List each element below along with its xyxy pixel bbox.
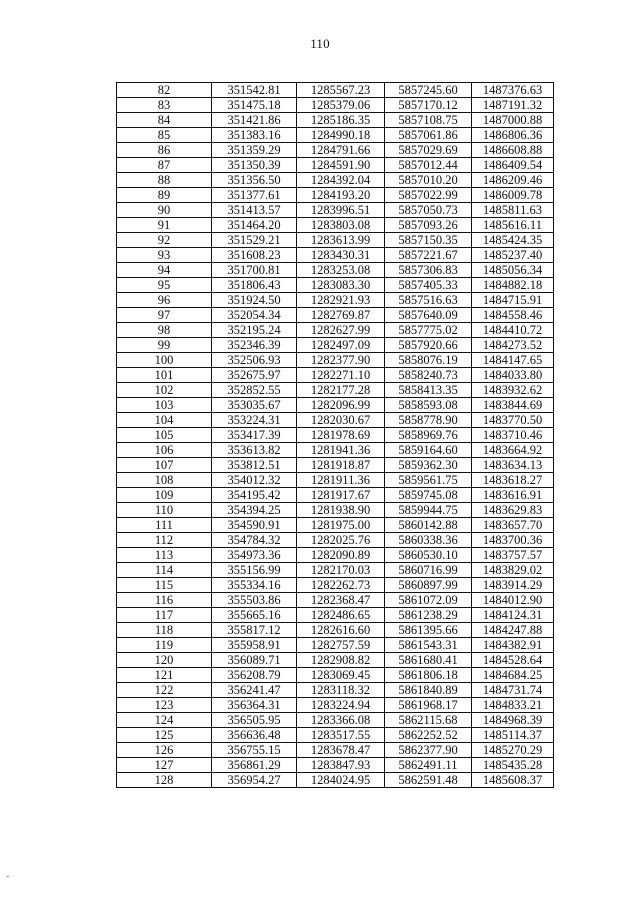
- coord-y2-cell: 1484882.18: [472, 278, 554, 293]
- coord-y1-cell: 1285186.35: [297, 113, 385, 128]
- point-number-cell: 88: [117, 173, 212, 188]
- coord-x2-cell: 5857640.09: [385, 308, 472, 323]
- coord-x2-cell: 5857022.99: [385, 188, 472, 203]
- coord-y2-cell: 1485811.63: [472, 203, 554, 218]
- coord-x1-cell: 354784.32: [212, 533, 297, 548]
- coord-y1-cell: 1282486.65: [297, 608, 385, 623]
- coord-y2-cell: 1484247.88: [472, 623, 554, 638]
- coord-y1-cell: 1284791.66: [297, 143, 385, 158]
- coord-y1-cell: 1283069.45: [297, 668, 385, 683]
- table-row: [117, 728, 554, 743]
- coord-x2-cell: 5857150.35: [385, 233, 472, 248]
- coord-y1-cell: 1282616.60: [297, 623, 385, 638]
- coord-x1-cell: 356755.15: [212, 743, 297, 758]
- coord-x2-cell: 5858240.73: [385, 368, 472, 383]
- point-number-cell: 99: [117, 338, 212, 353]
- coord-y2-cell: 1483932.62: [472, 383, 554, 398]
- coord-y1-cell: 1284392.04: [297, 173, 385, 188]
- coord-x1-cell: 356505.95: [212, 713, 297, 728]
- coord-y2-cell: 1484968.39: [472, 713, 554, 728]
- point-number-cell: 86: [117, 143, 212, 158]
- table-row: [117, 533, 554, 548]
- table-row: [117, 83, 554, 98]
- coord-x1-cell: 351356.50: [212, 173, 297, 188]
- coord-x2-cell: 5859561.75: [385, 473, 472, 488]
- coord-x1-cell: 355156.99: [212, 563, 297, 578]
- coord-y1-cell: 1281978.69: [297, 428, 385, 443]
- coord-x2-cell: 5861238.29: [385, 608, 472, 623]
- coord-y1-cell: 1282497.09: [297, 338, 385, 353]
- coord-y1-cell: 1283253.08: [297, 263, 385, 278]
- coord-x2-cell: 5858778.90: [385, 413, 472, 428]
- coord-y1-cell: 1282908.82: [297, 653, 385, 668]
- point-number-cell: 90: [117, 203, 212, 218]
- coord-y2-cell: 1484684.25: [472, 668, 554, 683]
- table-row: [117, 308, 554, 323]
- coord-x1-cell: 356089.71: [212, 653, 297, 668]
- coord-y2-cell: 1483770.50: [472, 413, 554, 428]
- coord-x1-cell: 353613.82: [212, 443, 297, 458]
- coord-x2-cell: 5862377.90: [385, 743, 472, 758]
- coord-y1-cell: 1283613.99: [297, 233, 385, 248]
- coord-y1-cell: 1281975.00: [297, 518, 385, 533]
- point-number-cell: 89: [117, 188, 212, 203]
- coord-x1-cell: 355817.12: [212, 623, 297, 638]
- point-number-cell: 127: [117, 758, 212, 773]
- point-number-cell: 107: [117, 458, 212, 473]
- coord-y2-cell: 1485435.28: [472, 758, 554, 773]
- coord-y1-cell: 1284024.95: [297, 773, 385, 788]
- point-number-cell: 122: [117, 683, 212, 698]
- point-number-cell: 96: [117, 293, 212, 308]
- coord-x2-cell: 5857405.33: [385, 278, 472, 293]
- coord-y1-cell: 1283118.32: [297, 683, 385, 698]
- coord-x1-cell: 354012.32: [212, 473, 297, 488]
- coord-x2-cell: 5857775.02: [385, 323, 472, 338]
- table-row: [117, 323, 554, 338]
- coord-y2-cell: 1484382.91: [472, 638, 554, 653]
- coord-y2-cell: 1487191.32: [472, 98, 554, 113]
- coord-x1-cell: 351350.39: [212, 158, 297, 173]
- coord-y1-cell: 1285567.23: [297, 83, 385, 98]
- coord-x2-cell: 5859362.30: [385, 458, 472, 473]
- coord-x1-cell: 354590.91: [212, 518, 297, 533]
- point-number-cell: 100: [117, 353, 212, 368]
- coord-x2-cell: 5858593.08: [385, 398, 472, 413]
- coord-y2-cell: 1486009.78: [472, 188, 554, 203]
- coord-y2-cell: 1483618.27: [472, 473, 554, 488]
- coord-x2-cell: 5857061.86: [385, 128, 472, 143]
- scan-artifact-mark: [6, 876, 9, 877]
- coord-y1-cell: 1282757.59: [297, 638, 385, 653]
- coord-y1-cell: 1283430.31: [297, 248, 385, 263]
- table-row: [117, 398, 554, 413]
- coord-x2-cell: 5862252.52: [385, 728, 472, 743]
- coord-x2-cell: 5857170.12: [385, 98, 472, 113]
- point-number-cell: 114: [117, 563, 212, 578]
- coord-x2-cell: 5859745.08: [385, 488, 472, 503]
- point-number-cell: 108: [117, 473, 212, 488]
- coord-x1-cell: 356861.29: [212, 758, 297, 773]
- coord-x1-cell: 353417.39: [212, 428, 297, 443]
- coord-x2-cell: 5857029.69: [385, 143, 472, 158]
- table-row: [117, 608, 554, 623]
- coord-y1-cell: 1284591.90: [297, 158, 385, 173]
- coord-y2-cell: 1484715.91: [472, 293, 554, 308]
- coord-x2-cell: 5861680.41: [385, 653, 472, 668]
- coord-x1-cell: 352675.97: [212, 368, 297, 383]
- table-row: [117, 758, 554, 773]
- coord-x2-cell: 5858076.19: [385, 353, 472, 368]
- coord-x1-cell: 351700.81: [212, 263, 297, 278]
- coord-x2-cell: 5857108.75: [385, 113, 472, 128]
- coord-y1-cell: 1283517.55: [297, 728, 385, 743]
- table-row: [117, 203, 554, 218]
- table-row: [117, 488, 554, 503]
- coord-x1-cell: 353224.31: [212, 413, 297, 428]
- coord-y1-cell: 1283224.94: [297, 698, 385, 713]
- point-number-cell: 110: [117, 503, 212, 518]
- coord-x2-cell: 5861806.18: [385, 668, 472, 683]
- coord-y1-cell: 1283847.93: [297, 758, 385, 773]
- table-row: [117, 113, 554, 128]
- coord-x1-cell: 356636.48: [212, 728, 297, 743]
- coord-x1-cell: 355665.16: [212, 608, 297, 623]
- table-row: [117, 353, 554, 368]
- coord-x1-cell: 356241.47: [212, 683, 297, 698]
- coord-y2-cell: 1483844.69: [472, 398, 554, 413]
- coord-x1-cell: 352852.55: [212, 383, 297, 398]
- table-row: [117, 278, 554, 293]
- table-row: [117, 593, 554, 608]
- coord-y1-cell: 1282262.73: [297, 578, 385, 593]
- coord-y2-cell: 1483629.83: [472, 503, 554, 518]
- table-row: [117, 713, 554, 728]
- table-row: [117, 383, 554, 398]
- table-row: [117, 698, 554, 713]
- coord-x2-cell: 5862591.48: [385, 773, 472, 788]
- coord-x2-cell: 5857306.83: [385, 263, 472, 278]
- table-row: [117, 683, 554, 698]
- coord-x1-cell: 355334.16: [212, 578, 297, 593]
- coord-y1-cell: 1282368.47: [297, 593, 385, 608]
- coord-y2-cell: 1483829.02: [472, 563, 554, 578]
- point-number-cell: 102: [117, 383, 212, 398]
- coord-y2-cell: 1485114.37: [472, 728, 554, 743]
- coord-y1-cell: 1282177.28: [297, 383, 385, 398]
- point-number-cell: 85: [117, 128, 212, 143]
- point-number-cell: 109: [117, 488, 212, 503]
- coord-y2-cell: 1483664.92: [472, 443, 554, 458]
- coord-x1-cell: 356954.27: [212, 773, 297, 788]
- point-number-cell: 82: [117, 83, 212, 98]
- coord-y1-cell: 1282377.90: [297, 353, 385, 368]
- coord-x2-cell: 5857516.63: [385, 293, 472, 308]
- coord-y1-cell: 1282025.76: [297, 533, 385, 548]
- table-row: [117, 98, 554, 113]
- table-row: [117, 413, 554, 428]
- coord-y2-cell: 1483634.13: [472, 458, 554, 473]
- point-number-cell: 128: [117, 773, 212, 788]
- coord-y2-cell: 1484124.31: [472, 608, 554, 623]
- point-number-cell: 105: [117, 428, 212, 443]
- point-number-cell: 123: [117, 698, 212, 713]
- table-row: [117, 773, 554, 788]
- coord-x2-cell: 5860142.88: [385, 518, 472, 533]
- coord-x1-cell: 351608.23: [212, 248, 297, 263]
- coord-x1-cell: 356364.31: [212, 698, 297, 713]
- coord-x1-cell: 352195.24: [212, 323, 297, 338]
- table-row: [117, 233, 554, 248]
- coord-y2-cell: 1484528.64: [472, 653, 554, 668]
- table-row: [117, 578, 554, 593]
- coordinates-table: [116, 82, 554, 788]
- coord-y2-cell: 1486806.36: [472, 128, 554, 143]
- table-row: [117, 218, 554, 233]
- coord-x1-cell: 351475.18: [212, 98, 297, 113]
- coord-x2-cell: 5859164.60: [385, 443, 472, 458]
- table-row: [117, 173, 554, 188]
- coord-x2-cell: 5858413.35: [385, 383, 472, 398]
- coord-y2-cell: 1485616.11: [472, 218, 554, 233]
- page-number: 110: [310, 36, 330, 51]
- point-number-cell: 121: [117, 668, 212, 683]
- coord-y2-cell: 1484558.46: [472, 308, 554, 323]
- point-number-cell: 126: [117, 743, 212, 758]
- coord-x2-cell: 5861840.89: [385, 683, 472, 698]
- coord-x1-cell: 351383.16: [212, 128, 297, 143]
- coordinates-table-body: [117, 83, 554, 788]
- coord-y2-cell: 1485237.40: [472, 248, 554, 263]
- point-number-cell: 97: [117, 308, 212, 323]
- coord-x1-cell: 351529.21: [212, 233, 297, 248]
- coord-x1-cell: 352506.93: [212, 353, 297, 368]
- coord-y1-cell: 1281918.87: [297, 458, 385, 473]
- table-row: [117, 638, 554, 653]
- table-row: [117, 563, 554, 578]
- table-row: [117, 143, 554, 158]
- coord-y2-cell: 1486608.88: [472, 143, 554, 158]
- point-number-cell: 113: [117, 548, 212, 563]
- coord-y2-cell: 1484410.72: [472, 323, 554, 338]
- coord-x2-cell: 5860897.99: [385, 578, 472, 593]
- point-number-cell: 116: [117, 593, 212, 608]
- table-row: [117, 503, 554, 518]
- coord-y2-cell: 1487000.88: [472, 113, 554, 128]
- point-number-cell: 112: [117, 533, 212, 548]
- table-row: [117, 473, 554, 488]
- point-number-cell: 117: [117, 608, 212, 623]
- coord-x2-cell: 5860716.99: [385, 563, 472, 578]
- table-row: [117, 293, 554, 308]
- coord-x1-cell: 351924.50: [212, 293, 297, 308]
- coord-y1-cell: 1282271.10: [297, 368, 385, 383]
- coord-x1-cell: 351464.20: [212, 218, 297, 233]
- coord-x2-cell: 5859944.75: [385, 503, 472, 518]
- coord-y2-cell: 1483700.36: [472, 533, 554, 548]
- point-number-cell: 104: [117, 413, 212, 428]
- coord-x2-cell: 5862491.11: [385, 758, 472, 773]
- coord-y2-cell: 1487376.63: [472, 83, 554, 98]
- table-row: [117, 548, 554, 563]
- coord-y1-cell: 1283803.08: [297, 218, 385, 233]
- point-number-cell: 93: [117, 248, 212, 263]
- coord-y2-cell: 1483914.29: [472, 578, 554, 593]
- coord-x2-cell: 5862115.68: [385, 713, 472, 728]
- coord-x2-cell: 5857245.60: [385, 83, 472, 98]
- coord-y2-cell: 1486409.54: [472, 158, 554, 173]
- point-number-cell: 91: [117, 218, 212, 233]
- point-number-cell: 84: [117, 113, 212, 128]
- coord-y2-cell: 1484033.80: [472, 368, 554, 383]
- table-row: [117, 248, 554, 263]
- coord-y1-cell: 1284193.20: [297, 188, 385, 203]
- table-row: [117, 338, 554, 353]
- point-number-cell: 87: [117, 158, 212, 173]
- coord-y1-cell: 1282627.99: [297, 323, 385, 338]
- coord-y1-cell: 1281917.67: [297, 488, 385, 503]
- point-number-cell: 115: [117, 578, 212, 593]
- coord-y1-cell: 1282096.99: [297, 398, 385, 413]
- coord-x2-cell: 5857920.66: [385, 338, 472, 353]
- coord-y2-cell: 1483616.91: [472, 488, 554, 503]
- coord-y2-cell: 1485608.37: [472, 773, 554, 788]
- coord-y2-cell: 1484731.74: [472, 683, 554, 698]
- coord-y1-cell: 1283366.08: [297, 713, 385, 728]
- coord-x2-cell: 5860530.10: [385, 548, 472, 563]
- coord-x1-cell: 351377.61: [212, 188, 297, 203]
- point-number-cell: 119: [117, 638, 212, 653]
- coord-y1-cell: 1281911.36: [297, 473, 385, 488]
- point-number-cell: 118: [117, 623, 212, 638]
- coord-x2-cell: 5857050.73: [385, 203, 472, 218]
- coord-x2-cell: 5857221.67: [385, 248, 472, 263]
- coord-x2-cell: 5858969.76: [385, 428, 472, 443]
- coord-x2-cell: 5857093.26: [385, 218, 472, 233]
- coord-x1-cell: 354973.36: [212, 548, 297, 563]
- coord-x1-cell: 354195.42: [212, 488, 297, 503]
- point-number-cell: 120: [117, 653, 212, 668]
- table-row: [117, 668, 554, 683]
- coord-x1-cell: 351806.43: [212, 278, 297, 293]
- point-number-cell: 103: [117, 398, 212, 413]
- coord-y2-cell: 1485424.35: [472, 233, 554, 248]
- point-number-cell: 92: [117, 233, 212, 248]
- coord-x1-cell: 353812.51: [212, 458, 297, 473]
- coord-y2-cell: 1484833.21: [472, 698, 554, 713]
- table-row: [117, 158, 554, 173]
- point-number-cell: 101: [117, 368, 212, 383]
- coord-y1-cell: 1282769.87: [297, 308, 385, 323]
- coord-x1-cell: 352054.34: [212, 308, 297, 323]
- table-row: [117, 518, 554, 533]
- point-number-cell: 94: [117, 263, 212, 278]
- coord-x1-cell: 351413.57: [212, 203, 297, 218]
- coord-y1-cell: 1283083.30: [297, 278, 385, 293]
- point-number-cell: 111: [117, 518, 212, 533]
- coord-y2-cell: 1486209.46: [472, 173, 554, 188]
- coord-x1-cell: 351542.81: [212, 83, 297, 98]
- table-row: [117, 743, 554, 758]
- coord-y1-cell: 1283678.47: [297, 743, 385, 758]
- coord-x2-cell: 5861395.66: [385, 623, 472, 638]
- table-row: [117, 443, 554, 458]
- coord-y2-cell: 1484012.90: [472, 593, 554, 608]
- coord-y2-cell: 1484147.65: [472, 353, 554, 368]
- point-number-cell: 125: [117, 728, 212, 743]
- table-row: [117, 263, 554, 278]
- table-row: [117, 653, 554, 668]
- coord-y1-cell: 1282170.03: [297, 563, 385, 578]
- coord-y2-cell: 1483710.46: [472, 428, 554, 443]
- coord-x1-cell: 351359.29: [212, 143, 297, 158]
- coord-x2-cell: 5861072.09: [385, 593, 472, 608]
- table-row: [117, 428, 554, 443]
- coord-y1-cell: 1282090.89: [297, 548, 385, 563]
- coord-x2-cell: 5860338.36: [385, 533, 472, 548]
- coord-y1-cell: 1281938.90: [297, 503, 385, 518]
- coord-x2-cell: 5857012.44: [385, 158, 472, 173]
- table-row: [117, 188, 554, 203]
- point-number-cell: 83: [117, 98, 212, 113]
- coord-y2-cell: 1485270.29: [472, 743, 554, 758]
- coord-x1-cell: 354394.25: [212, 503, 297, 518]
- point-number-cell: 95: [117, 278, 212, 293]
- coord-y1-cell: 1282030.67: [297, 413, 385, 428]
- coord-x2-cell: 5861968.17: [385, 698, 472, 713]
- coord-x2-cell: 5857010.20: [385, 173, 472, 188]
- point-number-cell: 106: [117, 443, 212, 458]
- coord-y1-cell: 1282921.93: [297, 293, 385, 308]
- coord-x1-cell: 351421.86: [212, 113, 297, 128]
- coord-y1-cell: 1284990.18: [297, 128, 385, 143]
- coord-y2-cell: 1485056.34: [472, 263, 554, 278]
- coord-x1-cell: 353035.67: [212, 398, 297, 413]
- coord-x2-cell: 5861543.31: [385, 638, 472, 653]
- coord-y2-cell: 1483657.70: [472, 518, 554, 533]
- coord-x1-cell: 352346.39: [212, 338, 297, 353]
- table-row: [117, 458, 554, 473]
- coord-y1-cell: 1285379.06: [297, 98, 385, 113]
- point-number-cell: 124: [117, 713, 212, 728]
- coord-x1-cell: 355958.91: [212, 638, 297, 653]
- coord-y1-cell: 1283996.51: [297, 203, 385, 218]
- coord-y2-cell: 1483757.57: [472, 548, 554, 563]
- table-row: [117, 623, 554, 638]
- coord-x1-cell: 356208.79: [212, 668, 297, 683]
- coord-y2-cell: 1484273.52: [472, 338, 554, 353]
- coord-y1-cell: 1281941.36: [297, 443, 385, 458]
- table-row: [117, 128, 554, 143]
- point-number-cell: 98: [117, 323, 212, 338]
- table-row: [117, 368, 554, 383]
- coord-x1-cell: 355503.86: [212, 593, 297, 608]
